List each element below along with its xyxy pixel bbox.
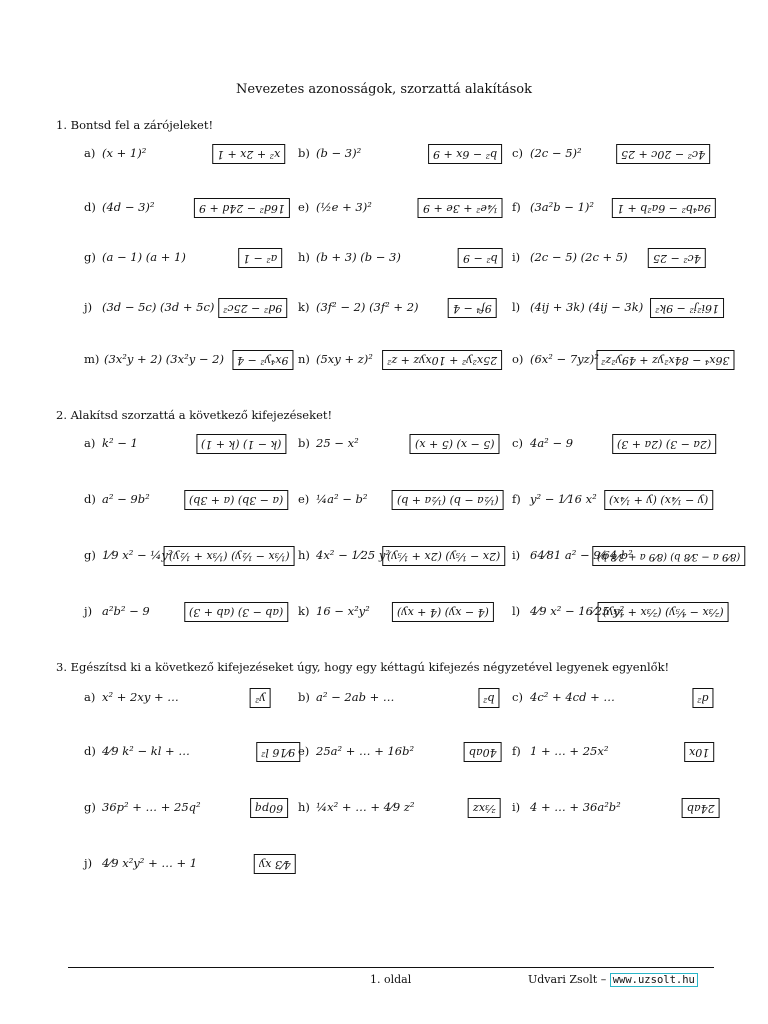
answer-box: 4⁄3 xy: [254, 854, 296, 874]
item-expression: y² − 1⁄16 x²: [530, 492, 597, 506]
answer-box: (4 − xy) (4 + xy): [392, 602, 494, 622]
item-expression: (a − 1) (a + 1): [102, 250, 186, 264]
item-label: f): [512, 744, 521, 758]
exercise-row: [84, 740, 734, 770]
answer-box: 25x²y² + 10xyz + z²: [382, 350, 502, 370]
item-label: e): [298, 200, 310, 214]
footer-author: [528, 973, 698, 986]
item-label: c): [512, 146, 523, 160]
item-expression: 4⁄9 k² − kl + …: [102, 744, 190, 758]
answer-box: 10x: [684, 742, 714, 762]
item-expression: 4⁄9 x²y² + … + 1: [102, 856, 198, 870]
answer-box: 60pq: [250, 798, 288, 818]
item-label: f): [512, 200, 521, 214]
item-expression: (b − 3)²: [316, 146, 362, 160]
answer-box: (y − ¼x) (y + ¼x): [604, 490, 713, 510]
item-label: n): [298, 352, 310, 366]
exercise-row: [84, 488, 734, 518]
item-expression: ¼x² + … + 4⁄9 z²: [316, 800, 415, 814]
item-expression: a² − 9b²: [102, 492, 150, 506]
item-expression: 4⁄9 x² − 16⁄25 y²: [530, 604, 625, 618]
item-label: j): [84, 300, 93, 314]
item-expression: (6x² − 7yz)²: [530, 352, 599, 366]
answer-box: a² − 1: [238, 248, 282, 268]
answer-box: 16d² − 24d + 9: [194, 198, 290, 218]
item-expression: (x + 1)²: [102, 146, 147, 160]
item-expression: x² + 2xy + …: [102, 690, 179, 704]
item-expression: 25 − x²: [316, 436, 359, 450]
item-label: d): [84, 200, 96, 214]
item-label: h): [298, 800, 310, 814]
section-heading: 3. Egészítsd ki a következő kifejezéseket úgy, hogy egy kéttagú kifejezés négyzetével legyenek egyenlők!: [56, 660, 670, 674]
item-label: d): [84, 744, 96, 758]
exercise-row: [84, 196, 734, 226]
item-expression: (2c − 5) (2c + 5): [530, 250, 628, 264]
answer-box: (2a − 3) (2a + 3): [612, 434, 716, 454]
item-label: c): [512, 436, 523, 450]
item-expression: 1⁄9 x² − ¼y²: [102, 548, 173, 562]
exercise-row: [84, 348, 734, 378]
item-label: f): [512, 492, 521, 506]
answer-box: b² − 6x + 9: [428, 144, 502, 164]
exercise-row: [84, 686, 734, 716]
item-expression: 4x² − 1⁄25 y²: [316, 548, 390, 562]
item-label: h): [298, 548, 310, 562]
item-expression: 4 + … + 36a²b²: [530, 800, 621, 814]
answer-box: x² + 2x + 1: [212, 144, 285, 164]
answer-box: ⅔xz: [468, 798, 501, 818]
item-expression: 4c² + 4cd + …: [530, 690, 615, 704]
answer-box: b²: [478, 688, 499, 708]
item-label: l): [512, 300, 521, 314]
exercise-row: [84, 246, 734, 276]
item-expression: (b + 3) (b − 3): [316, 250, 401, 264]
item-label: d): [84, 492, 96, 506]
item-label: i): [512, 548, 521, 562]
item-label: b): [298, 690, 310, 704]
item-expression: (4d − 3)²: [102, 200, 155, 214]
item-label: a): [84, 690, 96, 704]
item-expression: 4a² − 9: [530, 436, 574, 450]
item-label: k): [298, 604, 310, 618]
item-expression: (3a²b − 1)²: [530, 200, 594, 214]
item-label: g): [84, 250, 96, 264]
item-expression: 1 + … + 25x²: [530, 744, 609, 758]
item-expression: a²b² − 9: [102, 604, 150, 618]
answer-box: (⅓x − ½y) (⅓x + ½y): [164, 546, 295, 566]
item-expression: a² − 2ab + …: [316, 690, 395, 704]
answer-box: 9x⁴y² − 4: [232, 350, 293, 370]
item-label: j): [84, 604, 93, 618]
section-heading: 1. Bontsd fel a zárójeleket!: [56, 118, 214, 132]
item-expression: (3d − 5c) (3d + 5c): [102, 300, 215, 314]
item-expression: ¼a² − b²: [316, 492, 368, 506]
website-link[interactable]: www.uzsolt.hu: [610, 973, 698, 987]
answer-box: (k − 1) (k + 1): [196, 434, 286, 454]
answer-box: y²: [250, 688, 271, 708]
answer-box: (2x − ⅕y) (2x + ⅕y): [382, 546, 505, 566]
item-expression: (2c − 5)²: [530, 146, 582, 160]
answer-box: (½a − b) (½a + b): [392, 490, 504, 510]
author-name: Udvari Zsolt –: [528, 973, 607, 986]
item-expression: 36p² + … + 25q²: [102, 800, 201, 814]
item-expression: k² − 1: [102, 436, 138, 450]
item-label: j): [84, 856, 93, 870]
answer-box: 4c² − 25: [648, 248, 706, 268]
answer-box: 24ab: [682, 798, 720, 818]
exercise-row: [84, 432, 734, 462]
answer-box: 40ab: [464, 742, 502, 762]
item-label: i): [512, 250, 521, 264]
item-label: h): [298, 250, 310, 264]
exercise-row: [84, 600, 734, 630]
item-label: i): [512, 800, 521, 814]
answer-box: ¼e² + 3e + 9: [418, 198, 503, 218]
answer-box: 9⁄16 l²: [256, 742, 300, 762]
item-expression: (½e + 3)²: [316, 200, 372, 214]
item-expression: 25a² + … + 16b²: [316, 744, 415, 758]
item-label: o): [512, 352, 524, 366]
answer-box: (8⁄9 a − 3⁄8 b) (8⁄9 a + 3⁄8 b): [592, 546, 745, 566]
answer-box: (5 − x) (5 + x): [410, 434, 500, 454]
answer-box: 9d² − 25c²: [218, 298, 287, 318]
answer-box: 9f⁴ − 4: [448, 298, 497, 318]
item-label: l): [512, 604, 521, 618]
item-expression: (3f² − 2) (3f² + 2): [316, 300, 419, 314]
item-label: g): [84, 800, 96, 814]
page-title: Nevezetes azonosságok, szorzattá alakítások: [236, 82, 532, 97]
answer-box: 16i²j² − 9k²: [650, 298, 724, 318]
answer-box: 36x⁴ − 84x²yz + 49y²z²: [596, 350, 734, 370]
answer-box: b² − 9: [458, 248, 503, 268]
answer-box: d²: [692, 688, 713, 708]
exercise-row: [84, 852, 734, 882]
item-label: e): [298, 744, 310, 758]
answer-box: 9a⁴b² − 6a²b + 1: [612, 198, 716, 218]
item-expression: 64⁄81 a² − 9⁄64 b²: [530, 548, 633, 562]
footer-divider: [68, 967, 714, 968]
item-expression: (4ij + 3k) (4ij − 3k): [530, 300, 644, 314]
item-label: b): [298, 436, 310, 450]
item-label: k): [298, 300, 310, 314]
item-expression: (3x²y + 2) (3x²y − 2): [104, 352, 224, 366]
section-heading: 2. Alakítsd szorzattá a következő kifejezéseket!: [56, 408, 333, 422]
exercise-row: [84, 142, 734, 172]
exercise-row: [84, 296, 734, 326]
answer-box: 4c² − 20c + 25: [616, 144, 710, 164]
item-label: a): [84, 146, 96, 160]
answer-box: (⅔x − ⅘y) (⅔x + ⅘y): [598, 602, 729, 622]
page-number: 1. oldal: [370, 973, 412, 986]
item-expression: 16 − x²y²: [316, 604, 370, 618]
item-label: g): [84, 548, 96, 562]
item-label: b): [298, 146, 310, 160]
item-label: e): [298, 492, 310, 506]
answer-box: (a − 3b) (a + 3b): [184, 490, 288, 510]
item-expression: (5xy + z)²: [316, 352, 373, 366]
exercise-row: [84, 544, 741, 574]
item-label: m): [84, 352, 100, 366]
answer-box: (ab − 3) (ab + 3): [184, 602, 288, 622]
item-label: c): [512, 690, 523, 704]
item-label: a): [84, 436, 96, 450]
exercise-row: [84, 796, 734, 826]
